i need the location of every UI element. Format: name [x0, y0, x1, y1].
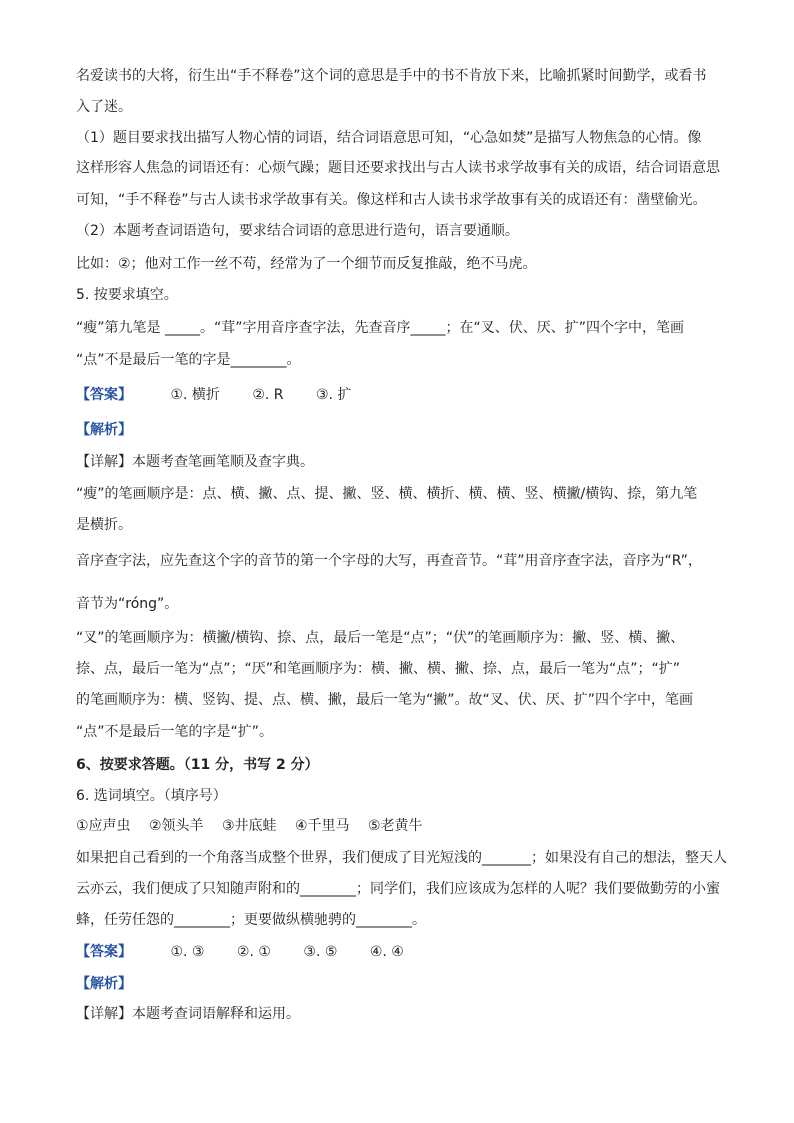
answer-item: ①. ③: [170, 944, 205, 960]
text-line: 【详解】本题考查笔画笔顺及查字典。: [76, 454, 314, 470]
text-line: 【详解】本题考查词语解释和运用。: [76, 1006, 300, 1022]
answer-tag: 【答案】: [76, 387, 132, 403]
text-line: 这样形容人焦急的词语还有：心烦气躁；题目还要求找出与古人读书求学故事有关的成语，结合词语意思: [76, 160, 720, 176]
section-6-title: 6、按要求答题。（11 分，书写 2 分）: [76, 757, 319, 773]
text-line: “点”不是最后一笔的字是“扩”。: [76, 724, 274, 740]
text-line: 比如：②；他对工作一丝不苟，经常为了一个细节而反复推敲，绝不马虎。: [76, 256, 537, 272]
question-6-title: 6. 选词填空。（填序号）: [76, 788, 227, 804]
word-options: ①应声虫 ②领头羊 ③井底蛙 ④千里马 ⑤老黄牛: [76, 818, 423, 834]
text-line: “点”不是最后一笔的字是________。: [76, 352, 301, 368]
answer-items: [170, 385, 379, 405]
answer-item: ③. ⑤: [303, 944, 338, 960]
text-line: “瘦”第九笔是 _____。“茸”字用音序查字法，先查音序_____；在“叉、伏、厌、扩”四个字中，笔画: [76, 320, 684, 336]
answer-item: ①. 横折: [170, 387, 220, 403]
text-line: 的笔画顺序为：横、竖钩、提、点、横、撇，最后一笔为“撇”。故“叉、伏、厌、扩”四个字中，笔画: [76, 692, 694, 708]
text-line: 捺、点，最后一笔为“点”；“厌”和笔画顺序为：横、撇、横、撇、捺、点，最后一笔为“点”；“扩”: [76, 661, 681, 677]
answer-row-6: [76, 942, 726, 962]
text-line: 名爱读书的大将，衍生出“手不释卷”这个词的意思是手中的书不肯放下来，比喻抓紧时间勤学，或看书: [76, 68, 707, 84]
answer-item: ④. ④: [369, 944, 404, 960]
answer-item: ③. 扩: [316, 387, 352, 403]
text-line: 入了迷。: [76, 99, 132, 115]
answer-row-5: [76, 385, 726, 405]
text-line: 可知，“手不释卷”与古人读书求学故事有关。像这样和古人读书求学故事有关的成语还有：凿壁偷光。: [76, 192, 707, 208]
analysis-tag: 【解析】: [76, 976, 132, 992]
text-line: 云亦云，我们便成了只知随声附和的________；同学们，我们应该成为怎样的人呢？我们要做勤劳的小蜜: [76, 881, 720, 897]
answer-items: [170, 942, 431, 962]
text-line: “叉”的笔画顺序为：横撇/横钩、捺、点，最后一笔是“点”；“伏”的笔画顺序为：撇、竖、横、撇、: [76, 630, 685, 646]
question-5-title: 5. 按要求填空。: [76, 287, 178, 303]
answer-tag: 【答案】: [76, 944, 132, 960]
text-line: 音序查字法，应先查这个字的音节的第一个字母的大写，再查音节。“茸”用音序查字法，音序为“R”，: [76, 553, 702, 569]
answer-item: ②. R: [252, 387, 284, 403]
text-line: （2）本题考查词语造句，要求结合词语的意思进行造句，语言要通顺。: [76, 223, 519, 239]
text-line: （1）题目要求找出描写人物心情的词语，结合词语意思可知，“心急如焚”是描写人物焦急的心情。像: [76, 130, 702, 146]
analysis-tag: 【解析】: [76, 422, 132, 438]
text-line: 音节为“róng”。: [76, 596, 179, 612]
text-line: 是横折。: [76, 517, 132, 533]
text-line: 如果把自己看到的一个角落当成整个世界，我们便成了目光短浅的_______；如果没有自己的想法，整天人: [76, 850, 727, 866]
answer-item: ②. ①: [236, 944, 271, 960]
text-line: 蜂，任劳任怨的________；更要做纵横驰骋的________。: [76, 912, 426, 928]
text-line: “瘦”的笔画顺序是：点、横、撇、点、提、撇、竖、横、横折、横、横、竖、横撇/横钩、捺，第九笔: [76, 486, 698, 502]
